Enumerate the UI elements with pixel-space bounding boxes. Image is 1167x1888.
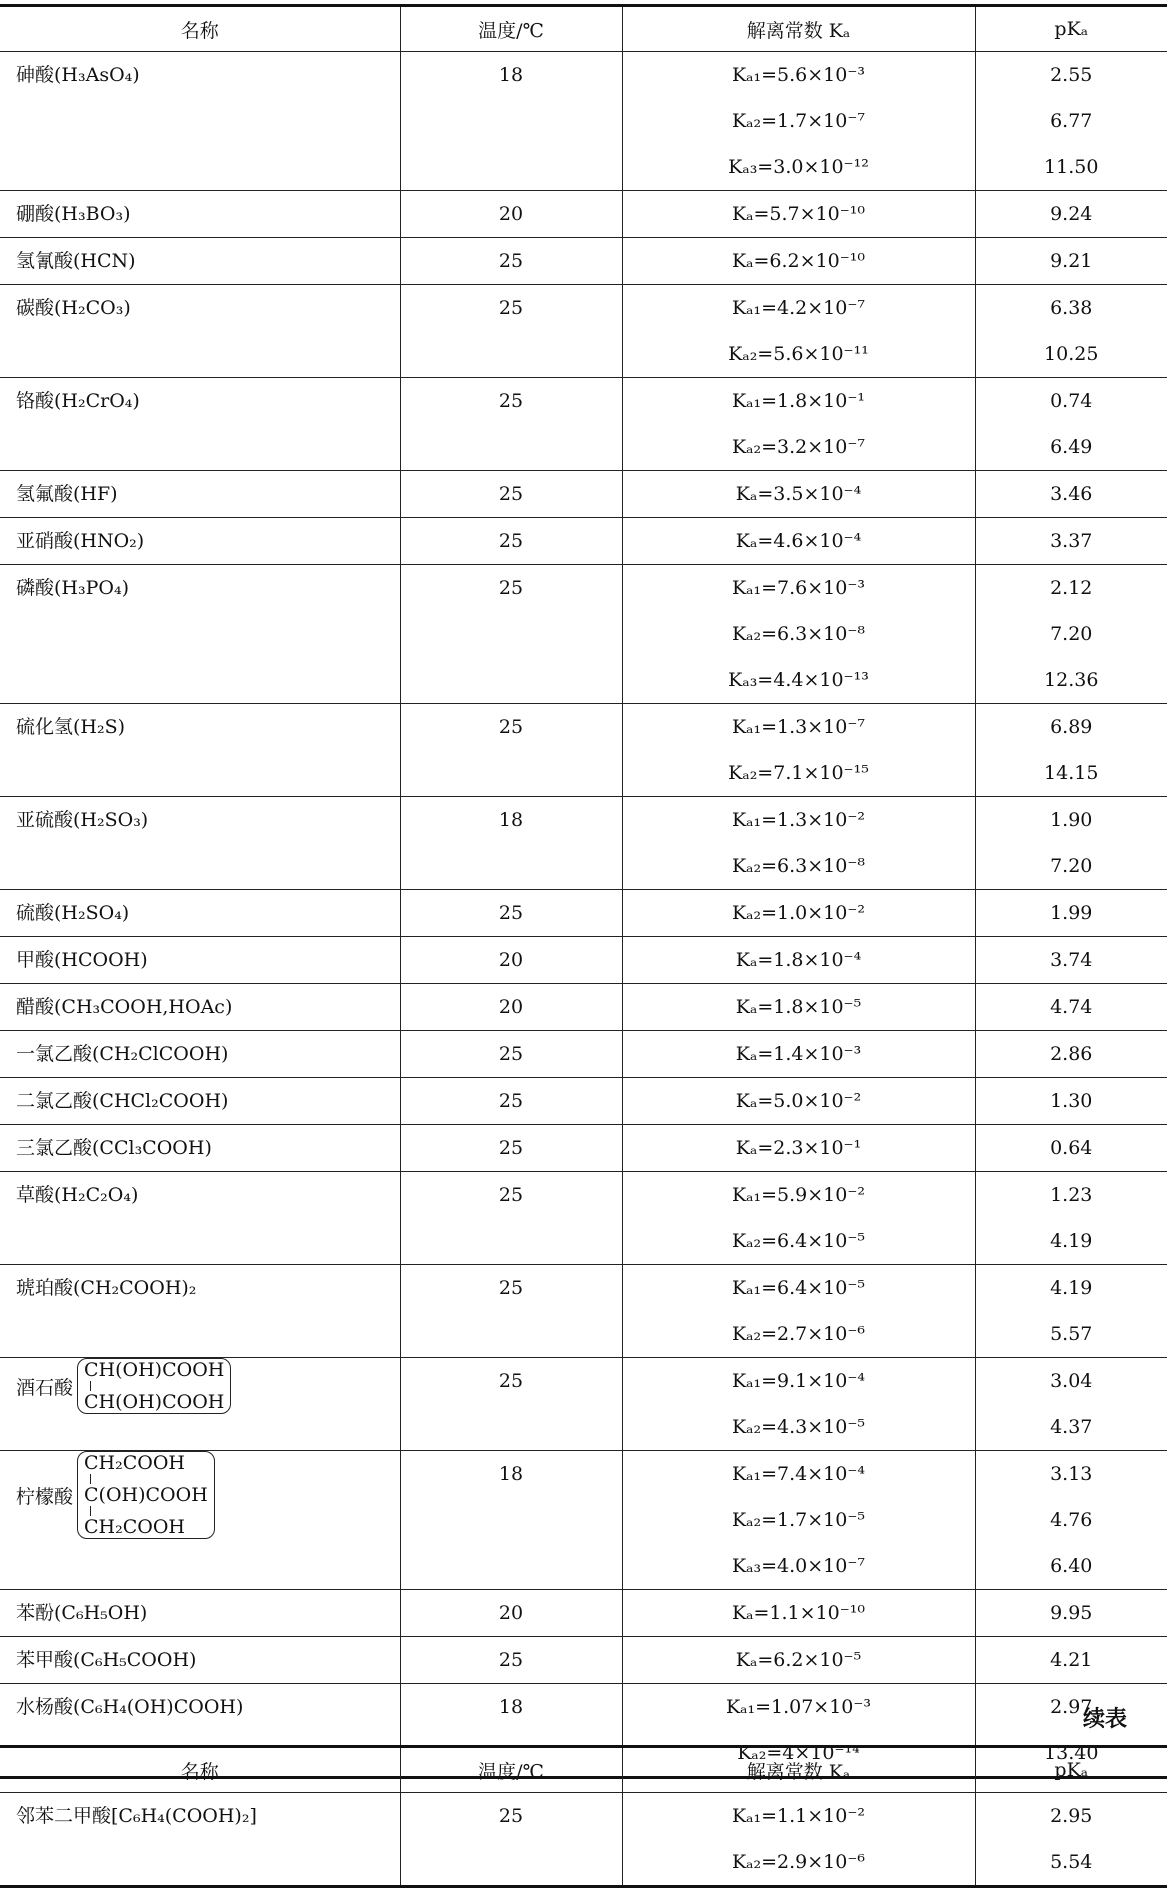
ka-value: Kₐ₁=1.3×10⁻² [623,797,975,843]
pka-value: 5.57 [976,1311,1167,1357]
cell-name [0,471,400,518]
table-row [0,1358,1167,1451]
header-ka: 解离常数 Kₐ [622,6,975,52]
acid-name: 草酸(H₂C₂O₄) [0,1172,400,1218]
temperature-value: 25 [401,565,622,611]
cell-name [0,1078,400,1125]
name-with-formula [0,1451,400,1539]
pka-value: 6.77 [976,98,1167,144]
ka-value: Kₐ=5.7×10⁻¹⁰ [623,191,975,237]
cell-name [0,1451,400,1590]
cell-ka [622,518,975,565]
cell-pka [975,238,1167,285]
cell-ka [622,52,975,191]
pka-value: 4.21 [976,1637,1167,1683]
header-temp: 温度/℃ [400,1747,622,1793]
temperature-value: 25 [401,1172,622,1218]
cell-ka [622,1031,975,1078]
temperature-value: 25 [401,518,622,564]
pka-value: 7.20 [976,843,1167,889]
cell-ka [622,937,975,984]
pka-value: 3.46 [976,471,1167,517]
name-with-formula [0,1358,400,1414]
temperature-value: 20 [401,937,622,983]
pka-value: 0.64 [976,1125,1167,1171]
ka-value: Kₐ₁=1.07×10⁻³ [623,1684,975,1730]
cell-pka [975,704,1167,797]
temperature-value: 25 [401,1031,622,1077]
ka-value: Kₐ₃=4.4×10⁻¹³ [623,657,975,703]
cell-temp [400,471,622,518]
ka-value: Kₐ=2.3×10⁻¹ [623,1125,975,1171]
formula-line: CH₂COOH [84,1452,208,1474]
cell-ka [622,1265,975,1358]
acid-name: 氢氟酸(HF) [0,471,400,517]
ka-value: Kₐ₃=4.0×10⁻⁷ [623,1543,975,1589]
cell-pka [975,1451,1167,1590]
cell-temp [400,285,622,378]
ka-value: Kₐ₁=5.9×10⁻² [623,1172,975,1218]
cell-ka [622,797,975,890]
cell-temp [400,1265,622,1358]
cell-name [0,238,400,285]
ka-value: Kₐ₂=1.0×10⁻² [623,890,975,936]
formula-line: C(OH)COOH [84,1484,208,1506]
table-row [0,890,1167,937]
ka-value: Kₐ₁=7.4×10⁻⁴ [623,1451,975,1497]
table-row [0,1265,1167,1358]
cell-pka [975,1358,1167,1451]
pka-value: 9.95 [976,1590,1167,1636]
table-row [0,984,1167,1031]
pka-value: 2.86 [976,1031,1167,1077]
structural-formula [77,1358,231,1414]
cell-name [0,518,400,565]
acid-name: 琥珀酸(CH₂COOH)₂ [0,1265,400,1311]
cell-temp [400,378,622,471]
pka-value: 6.89 [976,704,1167,750]
ka-value: Kₐ=6.2×10⁻¹⁰ [623,238,975,284]
cell-name [0,984,400,1031]
temperature-value: 25 [401,1078,622,1124]
acid-name: 硼酸(H₃BO₃) [0,191,400,237]
formula-line: CH(OH)COOH [84,1359,224,1381]
cell-temp [400,191,622,238]
cell-name [0,52,400,191]
ka-value: Kₐ₁=1.3×10⁻⁷ [623,704,975,750]
cell-temp [400,1451,622,1590]
pka-value: 9.21 [976,238,1167,284]
cell-ka [622,704,975,797]
cell-name [0,378,400,471]
cell-name [0,797,400,890]
cell-name [0,1637,400,1684]
cell-pka [975,471,1167,518]
cell-pka [975,191,1167,238]
temperature-value: 18 [401,1684,622,1730]
cell-ka [622,565,975,704]
cell-pka [975,937,1167,984]
table-row [0,797,1167,890]
ka-value: Kₐ=1.8×10⁻⁵ [623,984,975,1030]
temperature-value: 20 [401,1590,622,1636]
ka-value: Kₐ=1.8×10⁻⁴ [623,937,975,983]
cell-pka [975,565,1167,704]
ka-value: Kₐ₁=1.1×10⁻² [623,1793,975,1839]
ka-value: Kₐ₂=1.7×10⁻⁵ [623,1497,975,1543]
ka-value: Kₐ₁=6.4×10⁻⁵ [623,1265,975,1311]
temperature-value: 18 [401,797,622,843]
temperature-value: 25 [401,1125,622,1171]
table-row [0,1637,1167,1684]
cell-pka [975,52,1167,191]
cell-pka [975,1172,1167,1265]
cell-ka [622,1358,975,1451]
cell-name [0,1793,400,1887]
temperature-value: 25 [401,1358,622,1404]
pka-value: 6.40 [976,1543,1167,1589]
pka-value: 7.20 [976,611,1167,657]
cell-name [0,704,400,797]
pka-value: 4.19 [976,1265,1167,1311]
ka-value: Kₐ=1.4×10⁻³ [623,1031,975,1077]
table-row [0,1031,1167,1078]
acid-name: 苯甲酸(C₆H₅COOH) [0,1637,400,1683]
acid-name: 碳酸(H₂CO₃) [0,285,400,331]
ka-value: Kₐ₁=1.8×10⁻¹ [623,378,975,424]
acid-name: 三氯乙酸(CCl₃COOH) [0,1125,400,1171]
acid-dissociation-table [0,4,1167,1779]
cell-name [0,191,400,238]
table-body [0,52,1167,1778]
pka-value: 4.74 [976,984,1167,1030]
ka-value: Kₐ₂=5.6×10⁻¹¹ [623,331,975,377]
pka-value: 6.49 [976,424,1167,470]
acid-name: 铬酸(H₂CrO₄) [0,378,400,424]
ka-value: Kₐ₂=2.7×10⁻⁶ [623,1311,975,1357]
ka-value: Kₐ₂=4×10⁻¹⁴ [623,1730,975,1776]
acid-name: 甲酸(HCOOH) [0,937,400,983]
cell-temp [400,1637,622,1684]
cell-pka [975,890,1167,937]
cell-ka [622,1451,975,1590]
table-row [0,1793,1167,1887]
cell-ka [622,1590,975,1637]
temperature-value: 25 [401,238,622,284]
acid-name: 酒石酸 [16,1373,73,1400]
ka-value: Kₐ₂=2.9×10⁻⁶ [623,1839,975,1885]
acid-name: 苯酚(C₆H₅OH) [0,1590,400,1636]
pka-value: 4.19 [976,1218,1167,1264]
temperature-value: 25 [401,378,622,424]
pka-value: 2.97 [976,1684,1167,1730]
acid-name: 硫化氢(H₂S) [0,704,400,750]
pka-value: 1.30 [976,1078,1167,1124]
header-ka: 解离常数 Kₐ [622,1747,975,1793]
bond-line [90,1506,91,1516]
pka-value: 3.13 [976,1451,1167,1497]
formula-line: CH₂COOH [84,1516,208,1538]
bond-line [90,1474,91,1484]
ka-value: Kₐ₁=7.6×10⁻³ [623,565,975,611]
cell-pka [975,797,1167,890]
pka-value: 4.37 [976,1404,1167,1450]
header-pka: pKₐ [975,1747,1167,1793]
cell-name [0,1031,400,1078]
cell-ka [622,378,975,471]
acid-name: 一氯乙酸(CH₂ClCOOH) [0,1031,400,1077]
ka-value: Kₐ=5.0×10⁻² [623,1078,975,1124]
table-row [0,238,1167,285]
pka-value: 9.24 [976,191,1167,237]
ka-value: Kₐ₁=9.1×10⁻⁴ [623,1358,975,1404]
cell-temp [400,890,622,937]
pka-value: 1.90 [976,797,1167,843]
header-pka: pKₐ [975,6,1167,52]
cell-ka [622,1125,975,1172]
header-name: 名称 [0,6,400,52]
pka-value: 6.38 [976,285,1167,331]
structural-formula [77,1451,215,1539]
table-row [0,378,1167,471]
acid-name: 氢氰酸(HCN) [0,238,400,284]
acid-name: 邻苯二甲酸[C₆H₄(COOH)₂] [0,1793,400,1839]
table-row [0,1590,1167,1637]
cell-temp [400,518,622,565]
acid-name: 硫酸(H₂SO₄) [0,890,400,936]
cell-pka [975,518,1167,565]
cell-pka [975,1125,1167,1172]
ka-value: Kₐ=4.6×10⁻⁴ [623,518,975,564]
header-row [0,6,1167,52]
pka-value: 5.54 [976,1839,1167,1885]
temperature-value: 20 [401,984,622,1030]
pka-value: 10.25 [976,331,1167,377]
cell-temp [400,984,622,1031]
temperature-value: 20 [401,191,622,237]
pka-value: 2.55 [976,52,1167,98]
acid-name: 柠檬酸 [16,1482,73,1509]
table-row [0,52,1167,191]
ka-value: Kₐ=3.5×10⁻⁴ [623,471,975,517]
table-body-continued [0,1793,1167,1887]
pka-value: 3.04 [976,1358,1167,1404]
ka-value: Kₐ₂=7.1×10⁻¹⁵ [623,750,975,796]
cell-pka [975,1793,1167,1887]
table-row [0,471,1167,518]
cell-name [0,1590,400,1637]
temperature-value: 25 [401,890,622,936]
cell-temp [400,1031,622,1078]
table-row [0,1451,1167,1590]
cell-pka [975,1031,1167,1078]
cell-name [0,285,400,378]
ka-value: Kₐ₂=6.4×10⁻⁵ [623,1218,975,1264]
ka-value: Kₐ₂=6.3×10⁻⁸ [623,611,975,657]
ka-value: Kₐ₂=4.3×10⁻⁵ [623,1404,975,1450]
ka-value: Kₐ₂=6.3×10⁻⁸ [623,843,975,889]
cell-ka [622,1637,975,1684]
temperature-value: 25 [401,1265,622,1311]
cell-ka [622,984,975,1031]
pka-value: 2.95 [976,1793,1167,1839]
cell-pka [975,984,1167,1031]
acid-name: 砷酸(H₃AsO₄) [0,52,400,98]
cell-pka [975,1265,1167,1358]
table-row [0,518,1167,565]
cell-ka [622,1078,975,1125]
header-name: 名称 [0,1747,400,1793]
ka-value: Kₐ=1.1×10⁻¹⁰ [623,1590,975,1636]
table-row [0,285,1167,378]
cell-temp [400,704,622,797]
cell-temp [400,797,622,890]
table-row [0,1078,1167,1125]
cell-temp [400,1590,622,1637]
table-row [0,191,1167,238]
ka-value: Kₐ₂=3.2×10⁻⁷ [623,424,975,470]
cell-ka [622,1793,975,1887]
header-temp: 温度/℃ [400,6,622,52]
formula-line: CH(OH)COOH [84,1391,224,1413]
cell-name [0,1358,400,1451]
cell-ka [622,471,975,518]
ka-value: Kₐ₃=3.0×10⁻¹² [623,144,975,190]
cell-name [0,1265,400,1358]
cell-pka [975,1637,1167,1684]
cell-ka [622,238,975,285]
table-row [0,565,1167,704]
pka-value: 3.37 [976,518,1167,564]
acid-name: 水杨酸(C₆H₄(OH)COOH) [0,1684,400,1730]
cell-pka [975,1590,1167,1637]
table-row [0,1172,1167,1265]
ka-value: Kₐ₁=5.6×10⁻³ [623,52,975,98]
acid-name: 亚硝酸(HNO₂) [0,518,400,564]
cell-name [0,1125,400,1172]
cell-temp [400,1358,622,1451]
temperature-value: 25 [401,471,622,517]
temperature-value: 25 [401,704,622,750]
acid-name: 磷酸(H₃PO₄) [0,565,400,611]
table-row [0,704,1167,797]
cell-pka [975,1078,1167,1125]
pka-value: 4.76 [976,1497,1167,1543]
pka-value: 13.40 [976,1730,1167,1776]
cell-ka [622,890,975,937]
pka-value: 12.36 [976,657,1167,703]
pka-value: 0.74 [976,378,1167,424]
pka-value: 1.23 [976,1172,1167,1218]
cell-temp [400,565,622,704]
acid-name: 二氯乙酸(CHCl₂COOH) [0,1078,400,1124]
pka-value: 1.99 [976,890,1167,936]
pka-value: 14.15 [976,750,1167,796]
cell-temp [400,52,622,191]
table-row [0,937,1167,984]
cell-temp [400,1172,622,1265]
cell-name [0,890,400,937]
temperature-value: 25 [401,1793,622,1839]
cell-name [0,937,400,984]
continued-label: 续表 [1083,1702,1127,1733]
header-row [0,1747,1167,1793]
cell-pka [975,285,1167,378]
acid-name: 醋酸(CH₃COOH,HOAc) [0,984,400,1030]
cell-ka [622,191,975,238]
cell-pka [975,378,1167,471]
cell-temp [400,937,622,984]
temperature-value: 18 [401,52,622,98]
temperature-value: 25 [401,285,622,331]
cell-temp [400,1793,622,1887]
pka-value: 3.74 [976,937,1167,983]
cell-name [0,565,400,704]
ka-value: Kₐ₁=4.2×10⁻⁷ [623,285,975,331]
cell-ka [622,285,975,378]
cell-temp [400,238,622,285]
cell-temp [400,1078,622,1125]
bond-line [90,1381,91,1391]
temperature-value: 25 [401,1637,622,1683]
cell-temp [400,1125,622,1172]
pka-value: 11.50 [976,144,1167,190]
acid-dissociation-table-continued [0,1745,1167,1888]
ka-value: Kₐ₂=1.7×10⁻⁷ [623,98,975,144]
pka-value: 2.12 [976,565,1167,611]
table-row [0,1125,1167,1172]
ka-value: Kₐ=6.2×10⁻⁵ [623,1637,975,1683]
temperature-value: 18 [401,1451,622,1497]
cell-name [0,1172,400,1265]
acid-name: 亚硫酸(H₂SO₃) [0,797,400,843]
cell-ka [622,1172,975,1265]
